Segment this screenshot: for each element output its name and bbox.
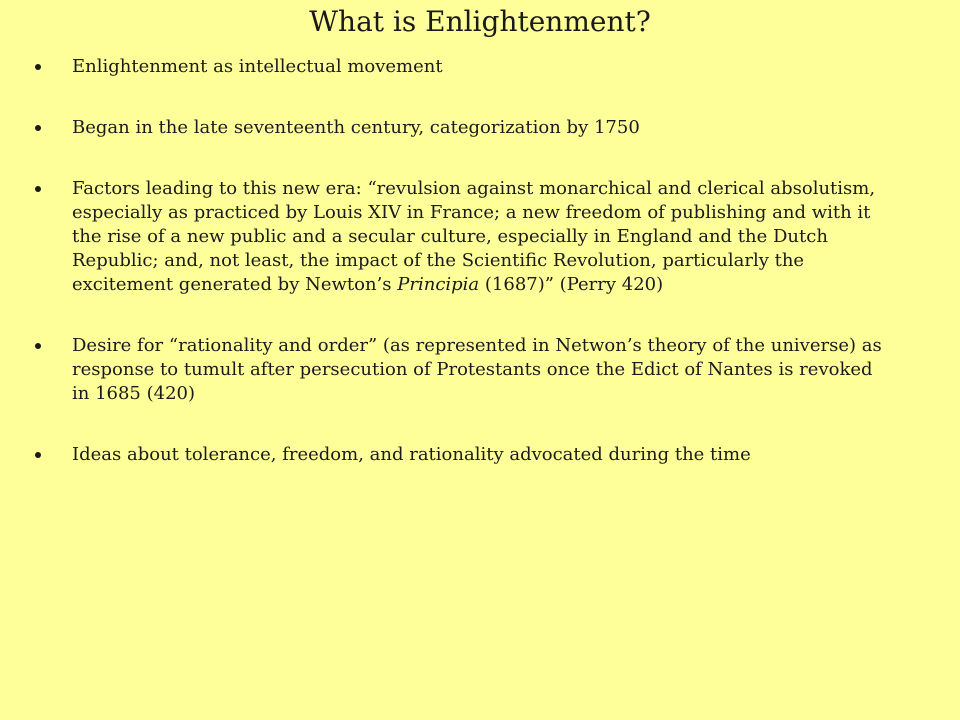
bullet-dot-icon [35,125,41,131]
bullet-item [32,443,892,467]
bullet-text: Ideas about tolerance, freedom, and rationality advocated during the time [72,444,751,465]
bullet-dot-icon [35,452,41,458]
bullet-item [32,55,892,79]
bullet-text: Enlightenment as intellectual movement [72,56,443,77]
bullet-text: Desire for “rationality and order” (as represented in Netwon’s theory of the universe) as response to tumult after persecution of Protestants once the Edict of Nantes is revoked in 1685 (420) [72,335,882,404]
bullet-dot-icon [35,186,41,192]
bullet-dot-icon [35,343,41,349]
bullet-item [32,116,892,140]
slide-title: What is Enlightenment? [309,5,651,38]
bullet-list [32,55,892,467]
bullet-dot-icon [35,64,41,70]
bullet-text: Began in the late seventeenth century, categorization by 1750 [72,117,640,138]
bullet-item [32,334,892,406]
book-title-italic: Principia [397,274,480,295]
bullet-text-before: Factors leading to this new era: “revulsion against monarchical and clerical absolutism, especially as practiced by Louis XIV in France; a new freedom of publishing and with it the rise of a new public and a secular culture, especially in England and the Dutch Republic; and, not least, the impact of the Scientific Revolution, particularly the excitement generated by Newton’s [72,178,876,295]
bullet-item [32,177,892,297]
bullet-text-after: (1687)” (Perry 420) [479,274,664,295]
